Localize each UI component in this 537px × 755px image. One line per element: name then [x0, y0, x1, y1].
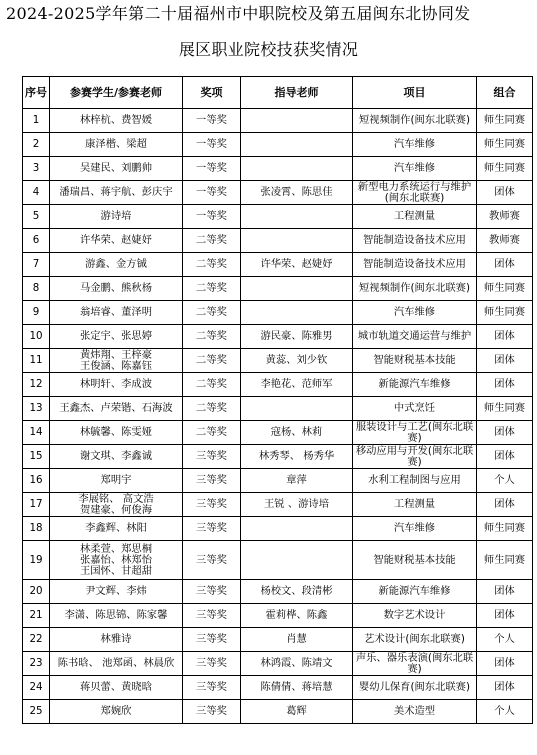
cell-no: 19	[23, 541, 50, 580]
table-row	[23, 580, 533, 604]
cell-no: 8	[23, 277, 50, 301]
table-row	[23, 676, 533, 700]
cell-project: 艺术设计(闽东北联赛)	[353, 628, 477, 652]
table-row	[23, 109, 533, 133]
cell-teacher	[241, 229, 353, 253]
cell-students: 尹文辉、李炜	[50, 580, 183, 604]
cell-teacher: 王锐 、游诗培	[241, 493, 353, 517]
cell-project: 汽车维修	[353, 301, 477, 325]
cell-group: 团体	[477, 676, 533, 700]
cell-students: 郑明宇	[50, 469, 183, 493]
page-title-line-1: 2024-2025学年第二十届福州市中职院校及第五届闽东北协同发	[6, 4, 471, 23]
header-no: 序号	[23, 77, 50, 109]
cell-students: 蒋贝蕾、黄晓晗	[50, 676, 183, 700]
cell-group: 师生同赛	[477, 133, 533, 157]
table-body	[23, 109, 533, 724]
cell-award: 三等奖	[183, 445, 241, 469]
cell-students: 黄炜翔、王梓豪 王俊涵、陈嘉钰	[50, 349, 183, 373]
cell-teacher: 游民豪、陈雅男	[241, 325, 353, 349]
cell-award: 二等奖	[183, 229, 241, 253]
cell-group: 个人	[477, 628, 533, 652]
cell-no: 23	[23, 652, 50, 676]
cell-award: 二等奖	[183, 421, 241, 445]
cell-award: 二等奖	[183, 349, 241, 373]
table-row	[23, 325, 533, 349]
header-award: 奖项	[183, 77, 241, 109]
cell-project: 汽车维修	[353, 517, 477, 541]
cell-award: 一等奖	[183, 133, 241, 157]
header-project: 项目	[353, 77, 477, 109]
cell-teacher	[241, 109, 353, 133]
cell-group: 团体	[477, 373, 533, 397]
cell-project: 美术造型	[353, 700, 477, 724]
cell-teacher	[241, 541, 353, 580]
table-row	[23, 181, 533, 205]
cell-award: 三等奖	[183, 469, 241, 493]
cell-group: 师生同赛	[477, 157, 533, 181]
cell-students: 林雅诗	[50, 628, 183, 652]
table-row	[23, 700, 533, 724]
cell-project: 婴幼儿保育(闽东北联赛)	[353, 676, 477, 700]
cell-project: 智能制造设备技术应用	[353, 229, 477, 253]
cell-project: 新能源汽车维修	[353, 373, 477, 397]
cell-group: 师生同赛	[477, 541, 533, 580]
table-row	[23, 205, 533, 229]
table-row	[23, 373, 533, 397]
cell-students: 游鑫、金方铖	[50, 253, 183, 277]
cell-teacher: 杨校文、段清彬	[241, 580, 353, 604]
cell-no: 9	[23, 301, 50, 325]
cell-teacher: 张凌霄、陈思佳	[241, 181, 353, 205]
cell-award: 三等奖	[183, 517, 241, 541]
cell-project: 智能制造设备技术应用	[353, 253, 477, 277]
cell-students: 张定宇、张思婷	[50, 325, 183, 349]
cell-teacher	[241, 205, 353, 229]
cell-project: 服装设计与工艺(闽东北联赛)	[353, 421, 477, 445]
cell-project: 新型电力系统运行与维护(闽东北联赛)	[353, 181, 477, 205]
table-row	[23, 493, 533, 517]
cell-award: 一等奖	[183, 109, 241, 133]
cell-students: 王鑫杰、卢荣锴、石海波	[50, 397, 183, 421]
cell-no: 14	[23, 421, 50, 445]
cell-award: 二等奖	[183, 301, 241, 325]
cell-teacher: 陈倩倩、蒋培慧	[241, 676, 353, 700]
cell-students: 游诗培	[50, 205, 183, 229]
cell-students: 康泽楷、梁超	[50, 133, 183, 157]
cell-award: 二等奖	[183, 253, 241, 277]
cell-no: 12	[23, 373, 50, 397]
table-row	[23, 397, 533, 421]
cell-project: 智能财税基本技能	[353, 349, 477, 373]
cell-group: 师生同赛	[477, 301, 533, 325]
cell-project: 智能财税基本技能	[353, 541, 477, 580]
cell-group: 个人	[477, 469, 533, 493]
table-row	[23, 604, 533, 628]
cell-no: 22	[23, 628, 50, 652]
cell-award: 二等奖	[183, 277, 241, 301]
cell-no: 6	[23, 229, 50, 253]
cell-teacher: 章萍	[241, 469, 353, 493]
cell-project: 数字艺术设计	[353, 604, 477, 628]
cell-no: 25	[23, 700, 50, 724]
cell-group: 团体	[477, 181, 533, 205]
table-row	[23, 469, 533, 493]
cell-no: 17	[23, 493, 50, 517]
cell-award: 二等奖	[183, 325, 241, 349]
table-row	[23, 517, 533, 541]
cell-award: 二等奖	[183, 397, 241, 421]
table-row	[23, 229, 533, 253]
cell-students: 李潇、陈思锦、陈家馨	[50, 604, 183, 628]
cell-students: 林柔萱、郑思桐 张嘉怡、林郑怡 王国怀、甘超甜	[50, 541, 183, 580]
cell-students: 李展铭、 高文浩 贺建豪、何俊海	[50, 493, 183, 517]
cell-students: 林明轩、李成波	[50, 373, 183, 397]
cell-teacher	[241, 157, 353, 181]
cell-no: 13	[23, 397, 50, 421]
cell-teacher: 黄蕊、刘少钦	[241, 349, 353, 373]
cell-award: 三等奖	[183, 604, 241, 628]
cell-teacher	[241, 133, 353, 157]
cell-teacher	[241, 277, 353, 301]
cell-group: 师生同赛	[477, 109, 533, 133]
cell-students: 翁培睿、董泽明	[50, 301, 183, 325]
cell-no: 3	[23, 157, 50, 181]
cell-students: 吴建民、刘鹏帅	[50, 157, 183, 181]
cell-award: 三等奖	[183, 580, 241, 604]
cell-group: 团体	[477, 580, 533, 604]
cell-no: 5	[23, 205, 50, 229]
cell-students: 潘瑞昌、蒋宇航、彭庆宇	[50, 181, 183, 205]
cell-project: 工程测量	[353, 493, 477, 517]
cell-teacher	[241, 301, 353, 325]
table-header-row	[23, 77, 533, 109]
cell-project: 短视频制作(闽东北联赛)	[353, 277, 477, 301]
cell-project: 声乐、器乐表演(闽东北联赛)	[353, 652, 477, 676]
cell-teacher	[241, 517, 353, 541]
cell-no: 16	[23, 469, 50, 493]
cell-no: 21	[23, 604, 50, 628]
table-row	[23, 277, 533, 301]
cell-award: 一等奖	[183, 181, 241, 205]
cell-no: 20	[23, 580, 50, 604]
cell-group: 团体	[477, 325, 533, 349]
cell-group: 师生同赛	[477, 517, 533, 541]
cell-no: 24	[23, 676, 50, 700]
cell-group: 个人	[477, 700, 533, 724]
cell-project: 汽车维修	[353, 157, 477, 181]
cell-students: 林毓馨、陈雯娅	[50, 421, 183, 445]
table-row	[23, 133, 533, 157]
cell-teacher	[241, 397, 353, 421]
cell-students: 林梓杭、费智媛	[50, 109, 183, 133]
cell-group: 师生同赛	[477, 397, 533, 421]
cell-award: 一等奖	[183, 157, 241, 181]
table-row	[23, 445, 533, 469]
cell-teacher: 李艳花、范师军	[241, 373, 353, 397]
cell-project: 新能源汽车维修	[353, 580, 477, 604]
cell-no: 4	[23, 181, 50, 205]
cell-group: 团体	[477, 421, 533, 445]
cell-group: 团体	[477, 349, 533, 373]
cell-no: 7	[23, 253, 50, 277]
cell-teacher: 许华荣、赵婕妤	[241, 253, 353, 277]
cell-teacher: 霍莉桦、陈鑫	[241, 604, 353, 628]
table-row	[23, 253, 533, 277]
table-row	[23, 349, 533, 373]
table-row	[23, 628, 533, 652]
cell-students: 陈书晗、 池郑函、林晨欣	[50, 652, 183, 676]
cell-students: 李鑫辉、林阳	[50, 517, 183, 541]
cell-project: 汽车维修	[353, 133, 477, 157]
cell-students: 郑婉欣	[50, 700, 183, 724]
cell-teacher: 寇杨、林莉	[241, 421, 353, 445]
cell-teacher: 葛辉	[241, 700, 353, 724]
cell-award: 三等奖	[183, 676, 241, 700]
cell-no: 11	[23, 349, 50, 373]
cell-project: 中式烹饪	[353, 397, 477, 421]
cell-no: 10	[23, 325, 50, 349]
cell-award: 一等奖	[183, 205, 241, 229]
cell-project: 短视频制作(闽东北联赛)	[353, 109, 477, 133]
cell-students: 谢文琪、李鑫诚	[50, 445, 183, 469]
cell-no: 18	[23, 517, 50, 541]
table-row	[23, 301, 533, 325]
cell-project: 城市轨道交通运营与维护	[353, 325, 477, 349]
cell-no: 15	[23, 445, 50, 469]
cell-group: 团体	[477, 493, 533, 517]
cell-group: 团体	[477, 652, 533, 676]
cell-no: 1	[23, 109, 50, 133]
table-row	[23, 541, 533, 580]
cell-group: 团体	[477, 604, 533, 628]
cell-students: 许华荣、赵婕妤	[50, 229, 183, 253]
cell-award: 三等奖	[183, 493, 241, 517]
awards-table	[22, 76, 533, 724]
cell-group: 团体	[477, 253, 533, 277]
header-students: 参赛学生/参赛老师	[50, 77, 183, 109]
cell-award: 三等奖	[183, 628, 241, 652]
cell-group: 团体	[477, 445, 533, 469]
cell-project: 工程测量	[353, 205, 477, 229]
cell-award: 三等奖	[183, 541, 241, 580]
header-group: 组合	[477, 77, 533, 109]
cell-teacher: 林秀琴、 杨秀华	[241, 445, 353, 469]
cell-group: 师生同赛	[477, 277, 533, 301]
cell-teacher: 林鸿霞、陈靖文	[241, 652, 353, 676]
cell-teacher: 肖慧	[241, 628, 353, 652]
page-title-line-2: 展区职业院校技获奖情况	[178, 40, 359, 59]
cell-award: 三等奖	[183, 652, 241, 676]
cell-project: 水利工程制图与应用	[353, 469, 477, 493]
cell-group: 教师赛	[477, 205, 533, 229]
table-row	[23, 421, 533, 445]
cell-project: 移动应用与开发(闽东北联赛)	[353, 445, 477, 469]
table-row	[23, 157, 533, 181]
cell-group: 教师赛	[477, 229, 533, 253]
table-row	[23, 652, 533, 676]
cell-award: 二等奖	[183, 373, 241, 397]
cell-no: 2	[23, 133, 50, 157]
header-teacher: 指导老师	[241, 77, 353, 109]
cell-award: 三等奖	[183, 700, 241, 724]
cell-students: 马金鹏、熊秋杨	[50, 277, 183, 301]
